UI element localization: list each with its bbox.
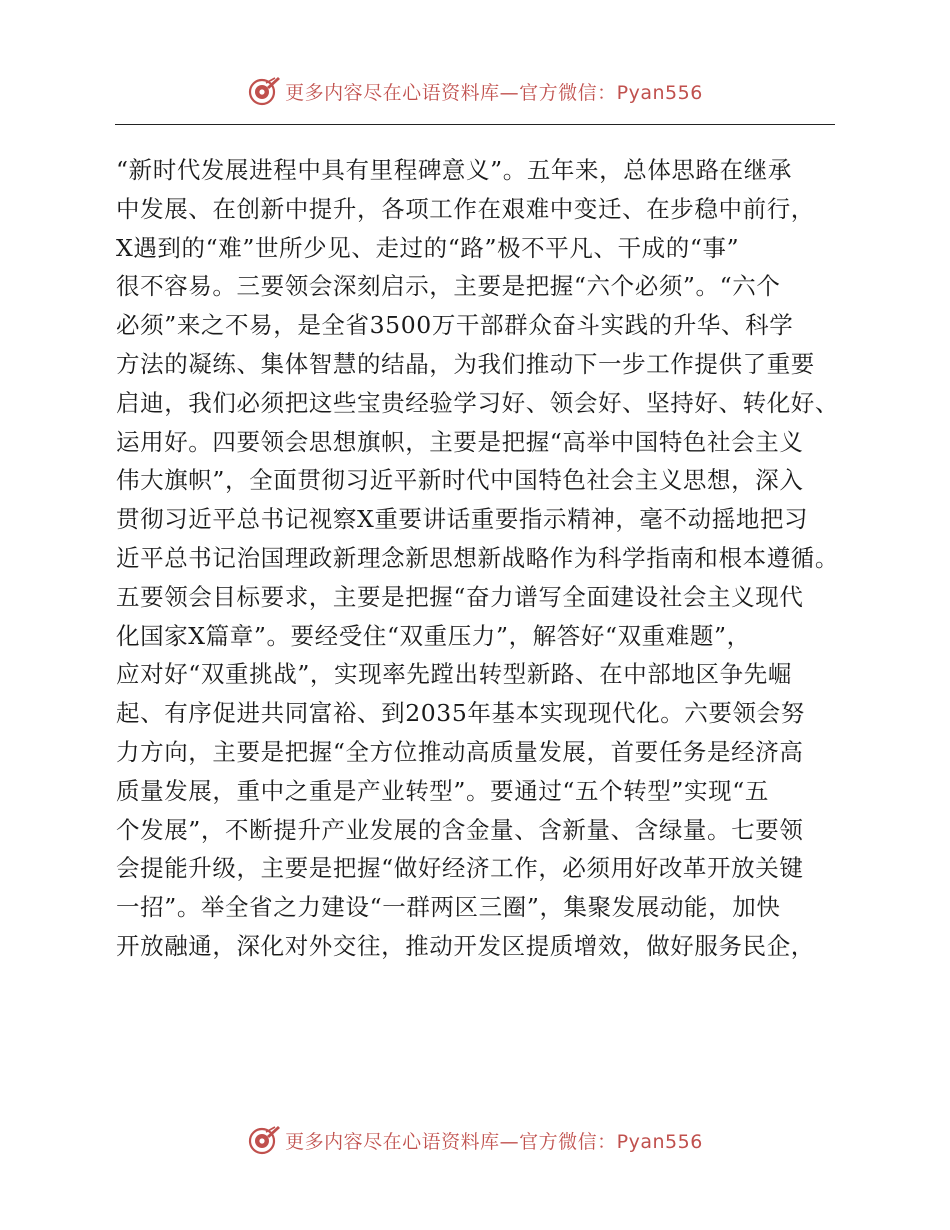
text-line: 一招”。举全省之力建设“一群两区三圈”，集聚发展动能，加快 <box>116 893 781 922</box>
text-line: 方法的凝练、集体智慧的结晶，为我们推动下一步工作提供了重要 <box>116 349 815 378</box>
text-line: 伟大旗帜”，全面贯彻习近平新时代中国特色社会主义思想，深入 <box>116 466 804 495</box>
text-line: 五要领会目标要求，主要是把握“奋力谱写全面建设社会主义现代 <box>116 582 804 611</box>
text-line: 很不容易。三要领会深刻启示，主要是把握“六个必须”。“六个 <box>116 272 781 301</box>
text-line: 应对好“双重挑战”，实现率先蹚出转型新路、在中部地区争先崛 <box>116 660 792 689</box>
text-line: 贯彻习近平总书记视察X重要讲话重要指示精神，毫不动摇地把习 <box>116 505 809 534</box>
text-line: 运用好。四要领会思想旗帜，主要是把握“高举中国特色社会主义 <box>116 427 804 456</box>
header-banner-text: 更多内容尽在心语资料库—官方微信：Pyan556 <box>285 81 703 104</box>
text-line: 开放融通，深化对外交往，推动开发区提质增效，做好服务民企， <box>116 931 815 960</box>
text-line: “新时代发展进程中具有里程碑意义”。五年来，总体思路在继承 <box>116 156 792 184</box>
pen-nib-logo-icon <box>247 74 281 108</box>
text-line: 中发展、在创新中提升，各项工作在艰难中变迁、在步稳中前行， <box>116 194 815 223</box>
text-line: 必须”来之不易，是全省3500万干部群众奋斗实践的升华、科学 <box>116 311 794 340</box>
pen-nib-logo-icon <box>247 1123 281 1157</box>
document-body <box>116 151 846 966</box>
text-line: 个发展”，不断提升产业发展的含金量、含新量、含绿量。七要领 <box>116 815 804 844</box>
footer-banner <box>0 1120 950 1160</box>
text-line: 启迪，我们必须把这些宝贵经验学习好、领会好、坚持好、转化好、 <box>116 388 839 417</box>
text-line: 近平总书记治国理政新理念新思想新战略作为科学指南和根本遵循。 <box>116 543 839 572</box>
text-line: 起、有序促进共同富裕、到2035年基本实现现代化。六要领会努 <box>116 699 805 728</box>
footer-banner-text: 更多内容尽在心语资料库—官方微信：Pyan556 <box>285 1130 703 1153</box>
text-line: 会提能升级，主要是把握“做好经济工作，必须用好改革开放关键 <box>116 854 804 883</box>
text-line: X遇到的“难”世所少见、走过的“路”极不平凡、干成的“事” <box>116 233 740 262</box>
header-divider <box>115 124 835 125</box>
text-line: 化国家X篇章”。要经受住“双重压力”，解答好“双重难题”， <box>116 621 751 650</box>
header-banner <box>0 71 950 111</box>
text-line: 力方向，主要是把握“全方位推动高质量发展，首要任务是经济高 <box>116 737 804 766</box>
text-line: 质量发展，重中之重是产业转型”。要通过“五个转型”实现“五 <box>116 776 769 805</box>
